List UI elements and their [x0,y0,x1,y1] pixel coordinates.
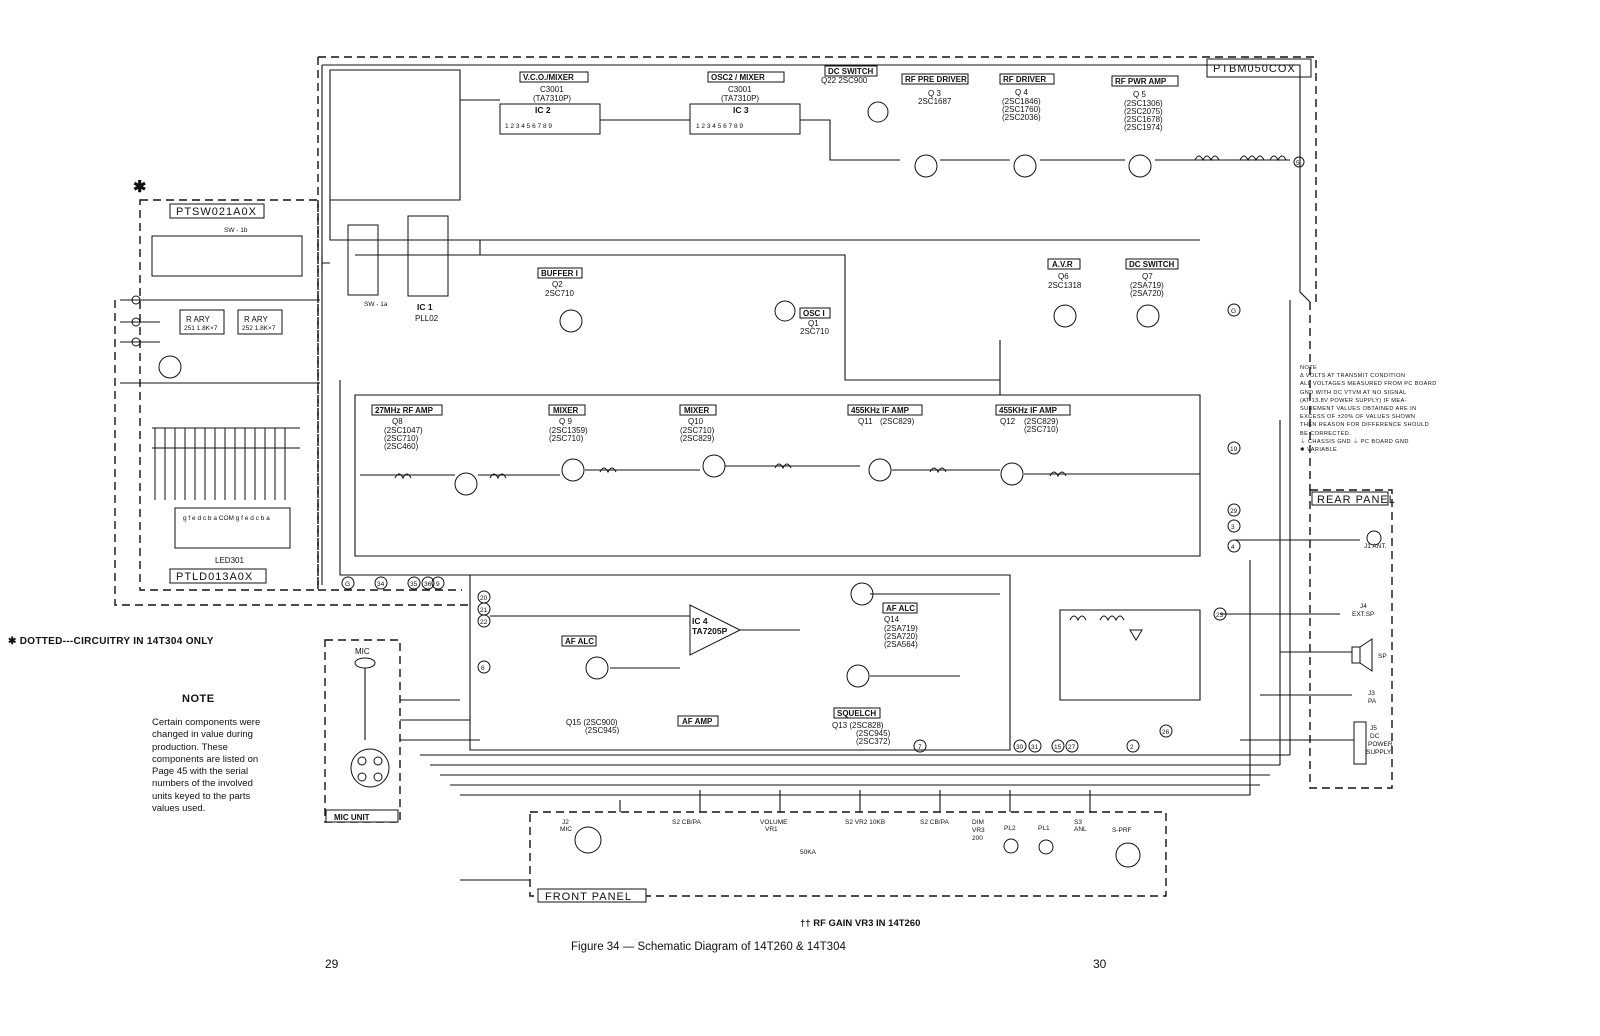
svg-text:PL2: PL2 [1004,825,1016,832]
svg-text:(2SC945): (2SC945) [585,726,620,735]
osc2-mixer-label: OSC2 / MIXER [711,73,765,82]
svg-text:6: 6 [481,665,485,672]
svg-text:(2SC945): (2SC945) [856,729,891,738]
svg-text:S-PRF: S-PRF [1112,827,1132,834]
svg-text:G: G [1231,308,1237,315]
if-amp2-label: 455KHz IF AMP [999,406,1057,415]
svg-text:50KA: 50KA [800,849,816,856]
rf-driver-label: RF DRIVER [1003,75,1047,84]
rf-gain-note: †† RF GAIN VR3 IN 14T260 [800,918,921,929]
svg-text:2SC1687: 2SC1687 [918,97,952,106]
speaker-icon [1352,639,1372,671]
svg-text:ANL: ANL [1074,826,1087,833]
svg-text:(2SA564): (2SA564) [884,640,918,649]
page-number-left: 29 [325,957,339,971]
svg-text:Q10: Q10 [688,417,704,426]
star-marker: ✱ [133,179,147,196]
svg-text:(2SC829): (2SC829) [1024,417,1059,426]
q22-transistor [868,102,888,122]
svg-text:R ARY: R ARY [244,315,268,324]
svg-text:(2SC1678): (2SC1678) [1124,115,1163,124]
svg-text:Q6: Q6 [1058,272,1069,281]
svg-text:J4: J4 [1360,603,1367,610]
svg-text:21: 21 [480,607,488,614]
svg-text:(2SC710): (2SC710) [549,434,584,443]
d14-diode [1130,630,1142,640]
svg-text:19: 19 [1230,446,1238,453]
rear-panel-label: REAR PANEL [1317,494,1396,506]
svg-text:(2SC829): (2SC829) [680,434,715,443]
q251-transistor [159,356,181,378]
svg-text:C3001: C3001 [540,85,564,94]
af-alc2-label: AF ALC [886,604,916,613]
svg-text:(2SA719): (2SA719) [884,624,918,633]
mic-unit-outline [325,640,400,822]
if-amp1-label: 455KHz IF AMP [851,406,909,415]
note-body: Certain components were changed in value during production. These components are listed on Page 45 with the serial numbers of the involved units keyed to the parts values used. [152,717,261,815]
svg-text:35: 35 [410,581,418,588]
q7-transistor [1137,305,1159,327]
svg-text:(2SC1846): (2SC1846) [1002,97,1041,106]
squelch-label: SQUELCH [837,709,877,718]
svg-text:200: 200 [972,835,983,842]
q10-transistor [703,455,725,477]
dc-power-connector [1354,722,1366,764]
svg-text:30: 30 [1016,744,1024,751]
svg-text:Q11: Q11 [858,417,873,426]
svg-text:(2SC1359): (2SC1359) [549,426,588,435]
svg-text:1 2 3 4 5 6 7 8 9: 1 2 3 4 5 6 7 8 9 [696,123,743,130]
svg-text:34: 34 [377,581,385,588]
svg-text:(2SA720): (2SA720) [884,632,918,641]
pll-label: PLL02 [415,314,439,323]
page-number-right: 30 [1093,957,1107,971]
svg-text:Q7: Q7 [1142,272,1153,281]
svg-text:Q 4: Q 4 [1015,88,1028,97]
svg-text:C3001: C3001 [728,85,752,94]
svg-text:(2SC710): (2SC710) [680,426,715,435]
svg-text:2SC710: 2SC710 [800,327,829,336]
ic3-label: IC 3 [733,105,749,115]
svg-text:Q 3: Q 3 [928,89,941,98]
mixer2-label: MIXER [684,406,710,415]
node-markers [342,304,1240,752]
q13-transistor [847,665,869,687]
q14-transistor [851,583,873,605]
svg-text:S3: S3 [1074,819,1082,826]
svg-text:Q 5: Q 5 [1133,90,1146,99]
pl2-lamp-icon [1004,839,1018,853]
ic1-label: IC 1 [417,302,433,312]
svg-text:4: 4 [1231,544,1235,551]
svg-text:Q 9: Q 9 [559,417,572,426]
led301-display [175,508,290,548]
svg-text:(TA7310P): (TA7310P) [721,94,760,103]
pl1-lamp-icon [1039,840,1053,854]
q4-transistor [1014,155,1036,177]
svg-text:(2SC1047): (2SC1047) [384,426,423,435]
led-board-label: PTLD013A0X [176,571,254,583]
svg-text:IC 4: IC 4 [692,616,708,626]
svg-text:26: 26 [1162,729,1170,736]
switch-board-outline [140,200,318,590]
svg-text:Q12: Q12 [1000,417,1016,426]
q15-transistor [586,657,608,679]
svg-text:TA7205P: TA7205P [692,626,728,636]
osc1-label: OSC I [803,309,825,318]
mixer1-label: MIXER [553,406,579,415]
q9-transistor [562,459,584,481]
led301-label: LED301 [215,556,244,565]
ic1-pll-chip [408,216,448,296]
q11-transistor [869,459,891,481]
dc-switch-label: DC SWITCH [828,67,874,76]
svg-text:VR3: VR3 [972,827,985,834]
microphone-icon [355,658,375,668]
measurement-note: NOTE Δ VOLTS AT TRANSMIT CONDITION ALL VOLTAGES MEASURED FROM PC BOARD GND WITH DC VTVM AT NO SIGNAL (AT 13.8V POWER SUPPLY) IF MEA- SUREMENT VALUES OBTAINED ARE IN EXCESS OF ±20% OF VALUES SHOWN THEN REASON FOR DIFFERENCE SHOULD BE CORRECTED. ⏚ CHASSIS GND ⏚ PC BOARD GND ✱ VARIABLE [1300,365,1437,454]
svg-text:EXT.SP: EXT.SP [1352,611,1375,618]
front-mic-jack-icon [575,827,601,853]
svg-text:Q1: Q1 [808,319,819,328]
svg-text:J5: J5 [1370,725,1377,732]
svg-text:DC: DC [1370,733,1380,740]
mic-unit-label: MIC UNIT [334,813,370,822]
rf-pwr-amp-label: RF PWR AMP [1115,77,1167,86]
note-title: NOTE [182,693,215,705]
avr-label: A.V.R [1052,260,1073,269]
sw1b-label: SW - 1b [224,227,248,234]
vco-mixer-label: V.C.O./MIXER [523,73,574,82]
switch-board-label: PTSW021A0X [176,206,257,218]
svg-text:251 1.8K×7: 251 1.8K×7 [184,325,218,332]
svg-text:(2SC710): (2SC710) [1024,425,1059,434]
q2-transistor [560,310,582,332]
svg-text:SP: SP [1378,653,1387,660]
q12-transistor [1001,463,1023,485]
svg-text:Q14: Q14 [884,615,900,624]
svg-text:DIM: DIM [972,819,984,826]
svg-text:VOLUME: VOLUME [760,819,788,826]
svg-text:R ARY: R ARY [186,315,210,324]
svg-text:(2SC372): (2SC372) [856,737,891,746]
s-meter-icon [1116,843,1140,867]
rf-amp-27-label: 27MHz RF AMP [375,406,433,415]
svg-text:Q2: Q2 [552,280,563,289]
svg-text:(TA7310P): (TA7310P) [533,94,572,103]
svg-text:J1 ANT.: J1 ANT. [1364,543,1387,550]
svg-text:S2 VR2 10KB: S2 VR2 10KB [845,819,886,826]
svg-text:20: 20 [480,595,488,602]
svg-text:9: 9 [436,581,440,588]
sw1b-switch [152,236,302,276]
svg-text:23: 23 [1216,612,1224,619]
svg-text:(2SA719): (2SA719) [1130,281,1164,290]
svg-text:252 1.8K×7: 252 1.8K×7 [242,325,276,332]
svg-text:Q13 (2SC828): Q13 (2SC828) [832,721,884,730]
mic-connector-icon [351,749,389,787]
svg-text:2SC710: 2SC710 [545,289,574,298]
svg-text:(2SA720): (2SA720) [1130,289,1164,298]
svg-text:Q8: Q8 [392,417,403,426]
svg-text:(2SC1306): (2SC1306) [1124,99,1163,108]
svg-text:MIC: MIC [355,647,370,656]
q6-transistor [1054,305,1076,327]
svg-text:S2 CB/PA: S2 CB/PA [920,819,949,826]
svg-text:3: 3 [1231,524,1235,531]
svg-text:(2SC710): (2SC710) [384,434,419,443]
svg-text:27: 27 [1068,744,1076,751]
svg-text:J3: J3 [1368,690,1375,697]
svg-text:G: G [345,581,351,588]
main-board-label: PTBM050COX [1213,63,1296,75]
svg-text:1 2 3 4 5 6 7 8 9: 1 2 3 4 5 6 7 8 9 [505,123,552,130]
figure-caption: Figure 34 — Schematic Diagram of 14T260 & 14T304 [571,941,846,953]
q22-label: Q22 2SC900 [821,76,868,85]
svg-text:VR1: VR1 [765,826,778,833]
af-alc-label: AF ALC [565,637,595,646]
svg-text:(2SC829): (2SC829) [880,417,915,426]
svg-text:S2 CB/PA: S2 CB/PA [672,819,701,826]
svg-text:SUPPLY: SUPPLY [1366,749,1392,756]
svg-text:g f e d c b a COM g f e d c b: g f e d c b a COM g f e d c b a [183,515,270,522]
buffer1-label: BUFFER I [541,269,578,278]
svg-text:2: 2 [1130,744,1134,751]
dotted-circuitry-note: ✱ DOTTED---CIRCUITRY IN 14T304 ONLY [8,636,214,647]
af-amp-label: AF AMP [682,717,713,726]
q8-transistor [455,473,477,495]
svg-text:(2SC2036): (2SC2036) [1002,113,1041,122]
q1-transistor [775,301,795,321]
svg-text:(2SC460): (2SC460) [384,442,419,451]
svg-text:15: 15 [1054,744,1062,751]
svg-text:29: 29 [1230,508,1238,515]
svg-text:PL1: PL1 [1038,825,1050,832]
svg-text:5: 5 [1296,160,1300,167]
svg-text:SW - 1a: SW - 1a [364,301,388,308]
sw1a-switch [348,225,378,295]
svg-text:Q15 (2SC900): Q15 (2SC900) [566,718,618,727]
front-panel-label: FRONT PANEL [545,891,632,903]
rf-pre-driver-label: RF PRE DRIVER [905,75,967,84]
svg-text:MIC: MIC [560,826,572,833]
ic2-label: IC 2 [535,105,551,115]
svg-text:J2: J2 [562,819,569,826]
svg-text:31: 31 [1031,744,1039,751]
dc-switch2-label: DC SWITCH [1129,260,1175,269]
svg-text:PA: PA [1368,698,1377,705]
q5-transistor [1129,155,1151,177]
svg-text:POWER: POWER [1368,741,1393,748]
svg-text:(2SC2075): (2SC2075) [1124,107,1163,116]
svg-text:36: 36 [424,581,432,588]
svg-text:(2SC1974): (2SC1974) [1124,123,1163,132]
q3-transistor [915,155,937,177]
svg-text:(2SC1760): (2SC1760) [1002,105,1041,114]
svg-text:7: 7 [918,744,922,751]
svg-text:22: 22 [480,619,488,626]
svg-text:2SC1318: 2SC1318 [1048,281,1082,290]
